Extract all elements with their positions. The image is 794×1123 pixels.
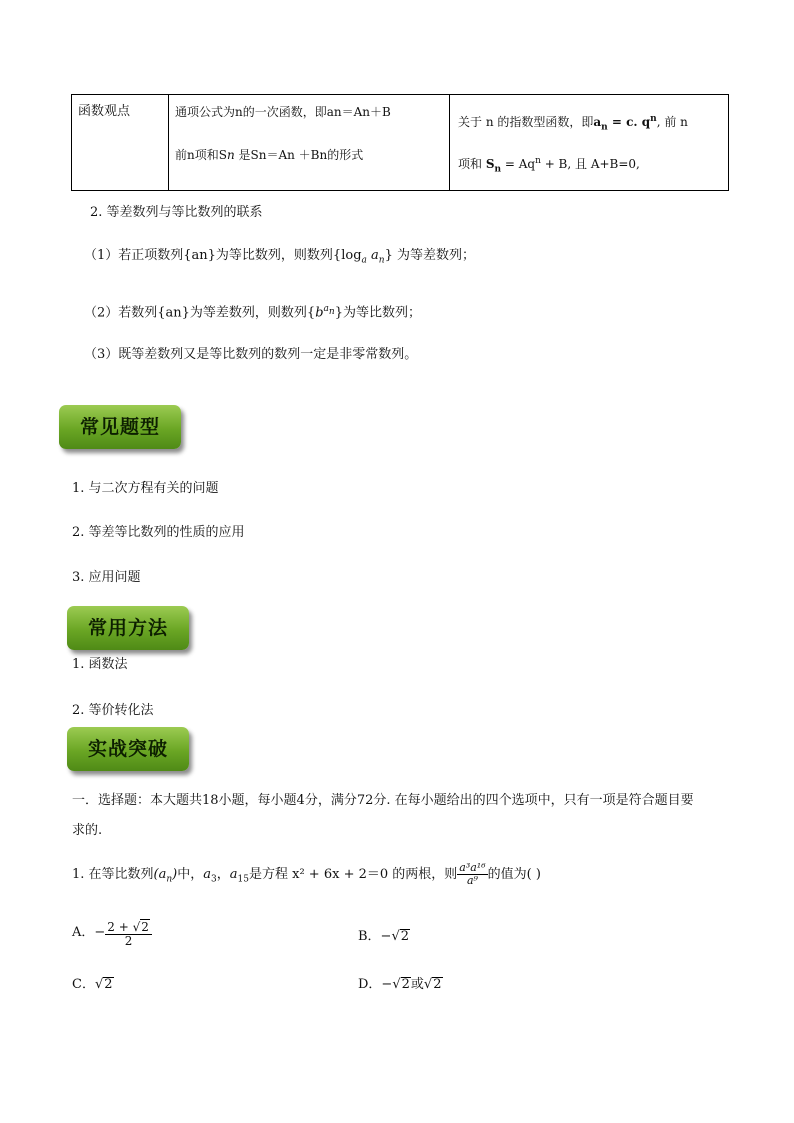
- sqrt-icon: √: [423, 977, 433, 992]
- sqrt-icon: √: [392, 977, 401, 992]
- question-type-item: 3. 应用问题: [72, 570, 141, 585]
- sqrt-icon: √: [132, 919, 141, 934]
- sqrt-icon: √: [94, 977, 104, 992]
- sqrt-icon: √: [391, 929, 400, 944]
- option-a[interactable]: A．− $\frac{2 + √2}{2}$: [72, 918, 152, 948]
- method-item: 2. 等价转化法: [72, 703, 154, 718]
- table-row-label-cell: [72, 95, 169, 191]
- relation-item-2: （2）若数列{an}为等差数列，则数列$\{b^{a_n}\}$为等比数列；: [84, 304, 421, 321]
- option-b[interactable]: B．−√2: [358, 929, 410, 944]
- relation-heading: 2. 等差数列与等比数列的联系: [90, 205, 263, 220]
- question-fraction: $\frac{\text{a³a¹⁶}}{\text{a⁹}}$: [459, 861, 486, 887]
- geom-line-1: 关于 n 的指数型函数，即$a_n = c$. $q^n$, 前 n: [458, 114, 688, 133]
- section-badge-practice: 实战突破: [67, 727, 189, 771]
- method-item: 1. 函数法: [72, 657, 128, 672]
- relation-item-1: （1）若正项数列{an}为等比数列，则数列{$\log_a$ $a_n$} 为等差数列；: [84, 248, 475, 266]
- geom-line-2: 项和 $S_n = Aq^n + B$, 且 A+B=0,: [458, 156, 640, 175]
- question-type-item: 1. 与二次方程有关的问题: [72, 481, 219, 496]
- comparison-table: [71, 94, 729, 191]
- arith-line-2: 前n项和Sn 是Sn＝An ＋Bn的形式: [175, 148, 364, 162]
- section-badge-question-types: 常见题型: [59, 405, 181, 449]
- geometric-cell: [450, 95, 729, 191]
- relation-item-3: （3）既等差数列又是等比数列的数列一定是非零常数列。: [84, 347, 418, 362]
- arith-line-1: 通项公式为n的一次函数，即an＝An＋B: [175, 105, 391, 119]
- exam-intro-line-1: 一．选择题：本大题共18小题，每小题4分，满分72分. 在每小题给出的四个选项中，只有一项是符合题目要: [72, 793, 694, 808]
- question-1: 1. 在等比数列$(a_n)$中，$a_3$，$a_{15}$是方程 x² + 6x + 2＝0 的两根，则 $\frac{\text{a³a¹⁶}}{\text{a⁹}}$ 的值为( ): [72, 861, 541, 887]
- question-type-item: 2. 等差等比数列的性质的应用: [72, 525, 245, 540]
- row-label: 函数观点: [78, 104, 131, 119]
- exam-intro-line-2: 求的.: [72, 823, 103, 838]
- arithmetic-cell: [169, 95, 450, 191]
- option-c[interactable]: C．√2: [72, 977, 113, 992]
- option-d[interactable]: D．−√2或√2: [358, 977, 442, 992]
- section-badge-methods: 常用方法: [67, 606, 189, 650]
